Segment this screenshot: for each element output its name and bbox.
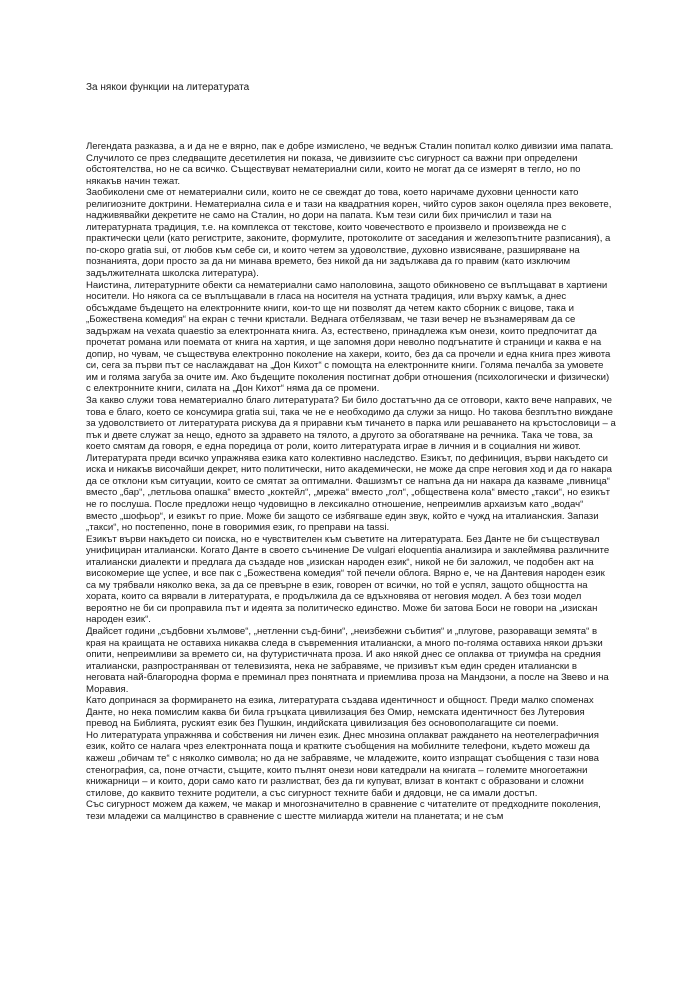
paragraph: Езикът върви накъдето си поиска, но е чувствителен към съветите на литературата. Без Данте не би съществувал унифициран италиански. Когато Данте в своето съчинение De vulgari eloquentia анализира и заклеймява различните италиански диалекти и предлага да създаде нов „изискан народен език“, никой не би заложил, че подобен акт на високомерие ще успее, и все пак с „Божествена комедия“ той печели облога. Вярно е, че на Дантевия народен език са му трябвали няколко века, за да се превърне в език, говорен от всички, но той е успял, защото общността на хората, които са вярвали в литературата, е продължила да се вдъхновява от неговия модел. А без този модел вероятно не би си проправила път и идеята за политическо единство. Може би затова Боси не говори на „изискан народен език“. [86,533,610,626]
paragraph: Но литературата упражнява и собствения ни личен език. Днес мнозина оплакват раждането на неотелеграфичния език, който се налага чрез електронната поща и кратките съобщения на мобилните телефони, където можеш да кажеш „обичам те“ с няколко символа; но да не забравяме, че младежите, които изпращат съобщения с тази нова стенография, са, поне отчасти, същите, които пълнят онези нови катедрали на книгата – големите многоетажни книжарници – и които, дори само като ги разлистват, без да ги купуват, влизат в контакт с образовани и сложни стилове, до каквито техните родители, а със сигурност техните баби и дядовци, не са имали достъп. [86,729,599,799]
paragraph: Легендата разказва, а и да не е вярно, пак е добре измислено, че веднъж Сталин попитал колко дивизии има папата. Случилото се през следващите десетилетия ни показа, че дивизиите със сигурност са важни при определени обстоятелства, но не са всичко. Съществуват нематериални сили, които не могат да се измерят в тегло, но по някакъв начин тежат. [86,141,614,187]
document-title: За някои функции на литературата [86,82,250,93]
paragraph: Наистина, литературните обекти са нематериални само наполовина, защото обикновено се въплъщават в хартиени носители. Но някога са се въплъщавали в гласа на носителя на устната традиция, или върху камък, а днес обсъждаме бъдещето на електронните книги, кои-то ще ни позволят да четем както сборник с вицове, така и „Божествена комедия“ на екран с течни кристали. Веднага отбелязвам, че тази вечер не възнамерявам да се задържам на vexata quaestio за електронната книга. Аз, естествено, принадлежа към онези, които предпочитат да прочетат романа или поемата от книга на хартия, и ще запомня дори неволно подгънатите ѝ страници и каква е на допир, но чувам, че съществува електронно поколение на хакери, които, без да са прочели и една книга през живота си, сега за първи път се наслаждават на „Дон Кихот“ с помощта на електронните книги. Голяма печалба за умовете им и голяма загуба за очите им. Ако бъдещите поколения постигнат добри отношения (психологически и физически) с електронните книги, силата на „Дон Кихот“ няма да се промени. [86,279,611,395]
paragraph: Литературата преди всичко упражнява езика като колективно наследство. Езикът, по дефиниция, върви накъдето си иска и никакъв височайши декрет, нито политически, нито академически, не може да спре неговия ход и да го накара да се отклони към ситуации, които се смятат за оптимални. Фашизмът се напъна да ни накара да казваме „пивница“ вместо „бар“, „петльова опашка“ вместо „коктейл“, „мрежа“ вместо „гол“, „обществена кола“ вместо „такси“, но езикът не го послуша. После предложи нещо чудовищно в лексикално отношение, непреимлив архаизъм като „водач“ вместо „шофьор“, и езикът го прие. Може би защото се избягваше един звук, който е чужд на италианския. Запази „такси“, но постепенно, поне в говоримия език, го преправи на tassi. [86,452,612,534]
document-body [86,141,616,822]
paragraph: Заобиколени сме от нематериални сили, които не се свеждат до това, което наричаме духовни ценности като религиозните доктрини. Нематериална сила е и тази на квадратния корен, чийто суров закон оцеляла през вековете, надживявайки декретите не само на Сталин, но дори на папата. Към тези сили бих причислил и тази на литературната традиция, т.е. на комплекса от текстове, които човечеството е произвело и произвежда не с практически цели (като регистрите, законите, формулите, протоколите от заседания и железопътните разписания), а по-скоро gratia sui, от любов към себе си, и които четем за удоволствие, духовно извисяване, разширяване на познанията, дори просто за да ни минава времето, без никой да ни задължава да го правим (като изключим задължителната школска литература). [86,187,612,280]
paragraph: За какво служи това нематериално благо литературата? Би било достатъчно да се отговори, както вече направих, че това е благо, което се консумира gratia sui, така че не е необходимо да служи за нищо. Но такова безплътно виждане за удоволствието от литературата рискува да я приравни към тичането в парка или решаването на кръстословици – а пък и двете служат за нещо, едното за здравето на тялото, а другото за обогатяване на речника. Така че това, за което смятам да говоря, е една поредица от роли, които литературата играе в личния и в социалния ни живот. [86,395,616,453]
paragraph: Двайсет години „съдбовни хълмове“, „нетленни съд-бини“, „неизбежни събития“ и „плугове, разораващи земята“ в края на краищата не оставиха никаква следа в съвременния италиански, а много по-голяма оставиха някои дръзки опити, непреимливи за времето си, на футуристичната проза. И ако някой днес се оплаква от триумфа на средния италиански, разпространяван от телевизията, нека не забравяме, че призивът към един среден италиански в неговата най-благородна форма е преминал през понятната и приемлива проза на Мандзони, а после на Звево и на Моравия. [86,625,609,695]
paragraph: Със сигурност можем да кажем, че макар и многозначително в сравнение с читателите от предходните поколения, тези младежи са малцинство в сравнение с шестте милиарда жители на планетата; и не съм [86,799,601,822]
paragraph: Като допринася за формирането на езика, литературата създава идентичност и общност. Преди малко споменах Данте, но нека помислим каква би била гръцката цивилизация без Омир, немската идентичност без Лутеровия превод на Библията, руският език без Пушкин, индийската цивилизация без основополагащите си поеми. [86,695,594,730]
